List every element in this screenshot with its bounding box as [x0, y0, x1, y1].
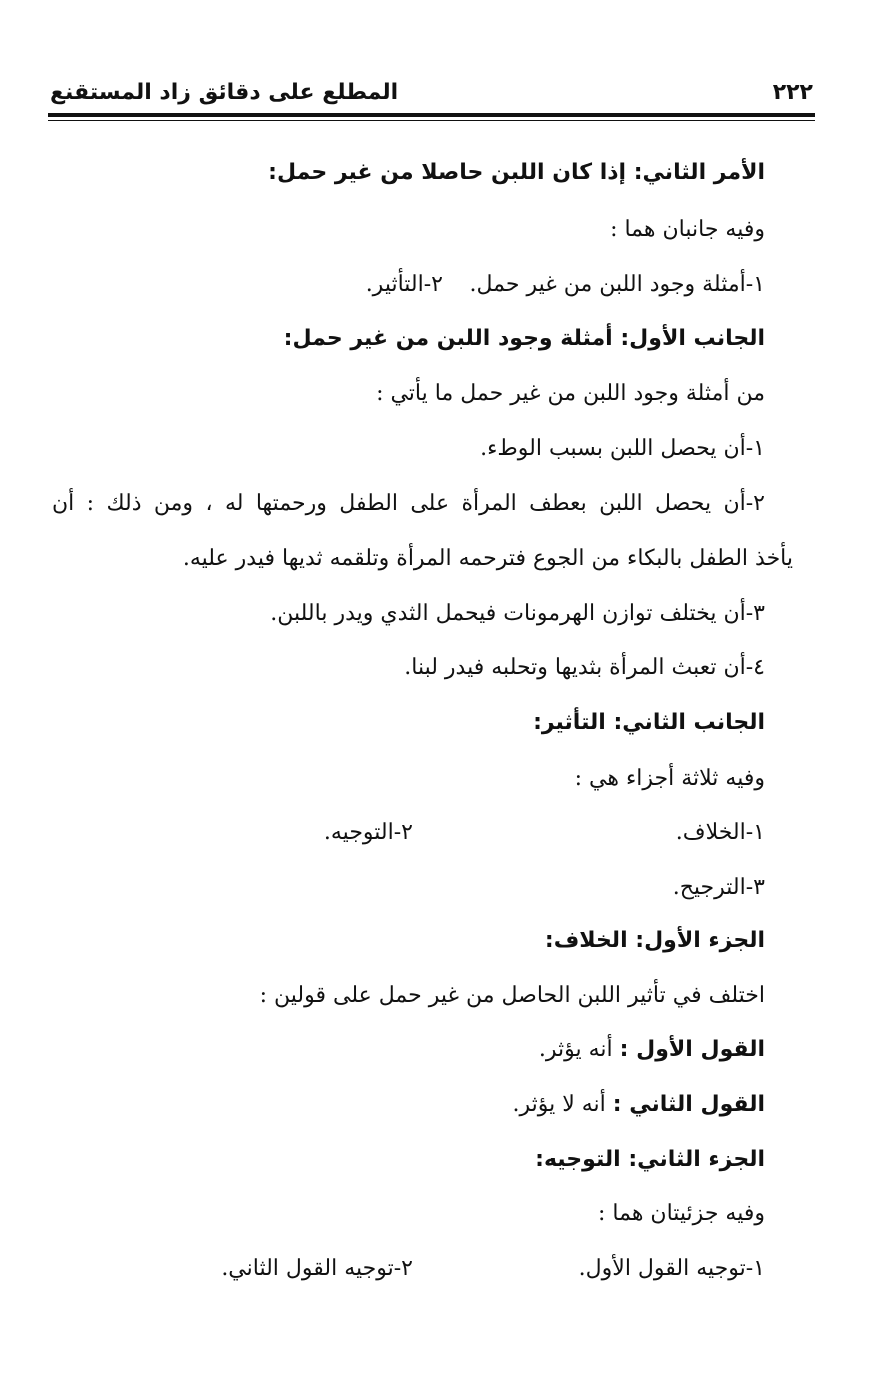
list-item: ١-الخلاف. — [675, 820, 765, 845]
list-item: ٣-أن يختلف توازن الهرمونات فيحمل الثدي ويدر باللبن. — [270, 601, 765, 626]
paragraph-line: يأخذ الطفل بالبكاء من الجوع فترحمه المرأة وتلقمه ثديها فيدر عليه. — [182, 546, 793, 571]
list-item: ١-أمثلة وجود اللبن من غير حمل. — [469, 272, 765, 297]
list-item: ٤-أن تعبث المرأة بثديها وتحلبه فيدر لبنا. — [404, 655, 765, 680]
opinion-text: أنه يؤثر. — [538, 1037, 613, 1062]
header-rule-thin — [48, 120, 815, 121]
opinion-text: أنه لا يؤثر. — [512, 1092, 606, 1117]
opinion-line — [48, 1085, 765, 1125]
opinion-label: القول الأول : — [619, 1037, 765, 1062]
subsection-heading: الجزء الأول: الخلاف: — [544, 928, 765, 953]
heading-second-matter: الأمر الثاني: إذا كان اللبن حاصلا من غير حمل: — [268, 160, 765, 185]
running-header-title: المطلع على دقائق زاد المستقنع — [50, 80, 399, 105]
list-item: ٢-توجيه القول الثاني. — [221, 1256, 413, 1281]
list-item: ١-أن يحصل اللبن بسبب الوطء. — [480, 436, 765, 461]
list-item: ٣-الترجيح. — [672, 875, 765, 900]
paragraph-line: وفيه جانبان هما : — [610, 217, 765, 242]
section-heading: الجانب الثاني: التأثير: — [533, 710, 765, 735]
list-item: ٢-التأثير. — [365, 272, 443, 297]
paragraph-line: وفيه ثلاثة أجزاء هي : — [574, 766, 765, 791]
subsection-heading: الجزء الثاني: التوجيه: — [535, 1147, 765, 1172]
header-rule-thick — [48, 113, 815, 117]
section-heading: الجانب الأول: أمثلة وجود اللبن من غير حمل: — [283, 326, 765, 351]
paragraph-line: اختلف في تأثير اللبن الحاصل من غير حمل على قولين : — [259, 983, 765, 1008]
list-item: ٢-التوجيه. — [323, 820, 413, 845]
paragraph-line: وفيه جزئيتان هما : — [598, 1201, 765, 1226]
list-item: ١-توجيه القول الأول. — [578, 1256, 765, 1281]
opinion-label: القول الثاني : — [612, 1092, 765, 1117]
page-number: ٢٢٢ — [772, 80, 813, 105]
opinion-line — [48, 1030, 765, 1070]
paragraph-line: من أمثلة وجود اللبن من غير حمل ما يأتي : — [376, 381, 765, 406]
list-item: ٢-أن يحصل اللبن بعطف المرأة على الطفل ورحمتها له ، ومن ذلك : أن — [52, 491, 765, 516]
